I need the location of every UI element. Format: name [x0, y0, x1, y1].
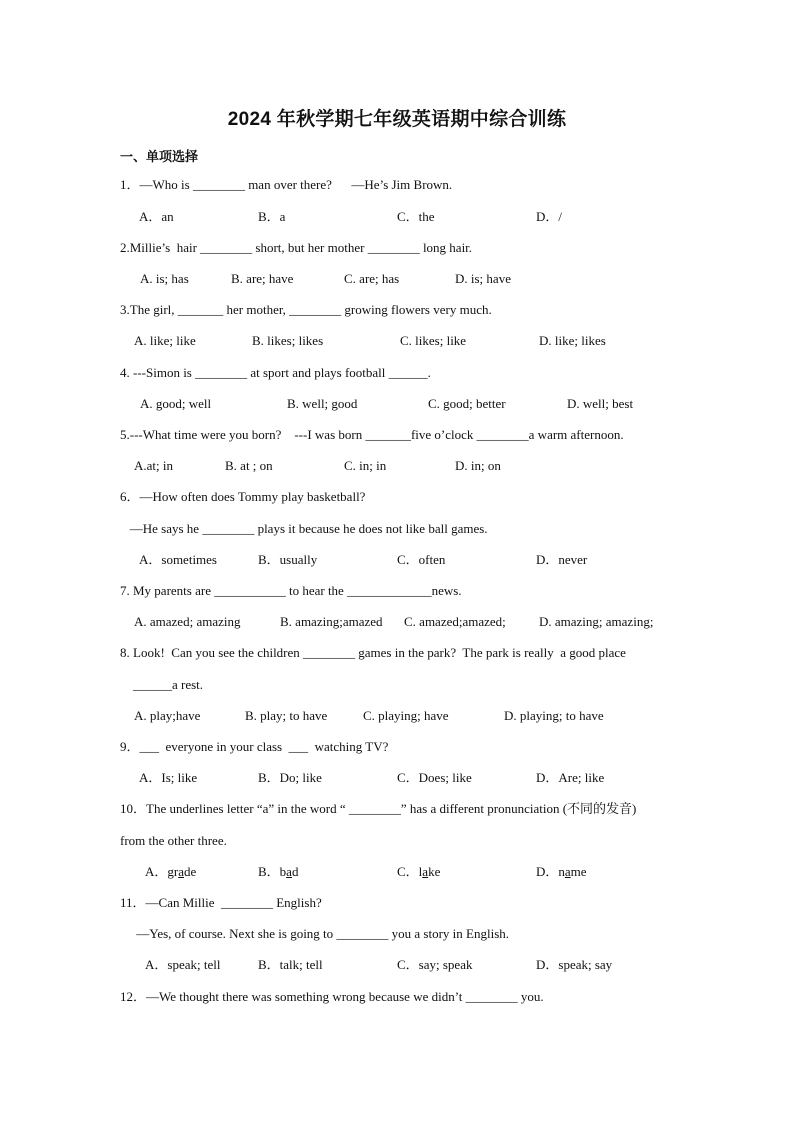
question-2-option-d: D. is; have [455, 271, 511, 286]
question-1-option-d: D．/ [536, 209, 563, 224]
question-5-option-b: B. at ; on [225, 458, 273, 473]
question-10-option-d: D．name [536, 864, 587, 879]
question-11-line-1: 11．—Can Millie ________ English? [120, 895, 322, 910]
question-6-option-d: D．never [536, 552, 588, 567]
question-3-option-b: B. likes; likes [252, 333, 324, 348]
question-9-option-c: C．Does; like [397, 770, 472, 785]
question-8-option-c: C. playing; have [363, 708, 449, 723]
question-11-option-a: A．speak; tell [145, 957, 221, 972]
section-heading: 一、单项选择 [120, 149, 199, 164]
question-12-line-1: 12．—We thought there was something wrong because we didn’t ________ you. [120, 989, 544, 1004]
question-6-line-2: —He says he ________ plays it because he does not like ball games. [120, 521, 488, 536]
question-9-option-d: D．Are; like [536, 770, 605, 785]
question-1-option-b: B．a [258, 209, 286, 224]
question-9-line-1: 9．___ everyone in your class ___ watching TV? [120, 739, 389, 754]
question-7-option-c: C. amazed;amazed; [404, 614, 506, 629]
question-6-line-1: 6．—How often does Tommy play basketball? [120, 489, 366, 504]
question-7-line-1: 7. My parents are ___________ to hear the _____________news. [120, 583, 462, 598]
question-6-option-b: B．usually [258, 552, 318, 567]
question-10-option-c: C．lake [397, 864, 441, 879]
question-4-line-1: 4. ---Simon is ________ at sport and plays football ______. [120, 365, 431, 380]
question-2-option-a: A. is; has [140, 271, 189, 286]
question-9-option-b: B．Do; like [258, 770, 322, 785]
question-3-line-1: 3.The girl, _______ her mother, ________ growing flowers very much. [120, 302, 492, 317]
question-4-option-b: B. well; good [287, 396, 358, 411]
question-5-option-c: C. in; in [344, 458, 387, 473]
question-7-option-a: A. amazed; amazing [134, 614, 241, 629]
question-7-option-b: B. amazing;amazed [280, 614, 383, 629]
question-6-option-a: A．sometimes [139, 552, 217, 567]
question-3-option-d: D. like; likes [539, 333, 606, 348]
question-7-option-d: D. amazing; amazing; [539, 614, 654, 629]
question-6-option-c: C．often [397, 552, 446, 567]
question-1-option-a: A．an [139, 209, 174, 224]
question-5-option-a: A.at; in [134, 458, 173, 473]
question-11-option-d: D．speak; say [536, 957, 613, 972]
question-5-line-1: 5.---What time were you born? ---I was born _______five o’clock ________a warm afternoon. [120, 427, 624, 442]
question-10-line-2: from the other three. [120, 833, 227, 848]
question-11-option-b: B．talk; tell [258, 957, 323, 972]
question-2-option-b: B. are; have [231, 271, 294, 286]
question-11-line-2: —Yes, of course. Next she is going to ________ you a story in English. [120, 926, 510, 941]
question-8-line-2: ______a rest. [120, 677, 204, 692]
question-9-option-a: A．Is; like [139, 770, 198, 785]
question-4-option-c: C. good; better [428, 396, 506, 411]
question-8-option-a: A. play;have [134, 708, 201, 723]
question-10-option-b: B．bad [258, 864, 299, 879]
question-4-option-a: A. good; well [140, 396, 212, 411]
question-10-option-a: A．grade [145, 864, 197, 879]
question-11-option-c: C．say; speak [397, 957, 473, 972]
question-8-option-d: D. playing; to have [504, 708, 604, 723]
question-1-option-c: C．the [397, 209, 435, 224]
question-5-option-d: D. in; on [455, 458, 501, 473]
question-8-option-b: B. play; to have [245, 708, 328, 723]
question-10-line-1: 10．The underlines letter “a” in the word “ ________” has a different pronunciation (不同的发音) [120, 801, 637, 816]
question-4-option-d: D. well; best [567, 396, 634, 411]
question-2-line-1: 2.Millie’s hair ________ short, but her mother ________ long hair. [120, 240, 473, 255]
question-1-line-1: 1．—Who is ________ man over there? —He’s Jim Brown. [120, 177, 453, 192]
question-8-line-1: 8. Look! Can you see the children ________ games in the park? The park is really a good place [120, 645, 626, 660]
page-title: 2024 年秋学期七年级英语期中综合训练 [227, 109, 567, 130]
question-3-option-a: A. like; like [134, 333, 196, 348]
question-2-option-c: C. are; has [344, 271, 400, 286]
question-3-option-c: C. likes; like [400, 333, 467, 348]
